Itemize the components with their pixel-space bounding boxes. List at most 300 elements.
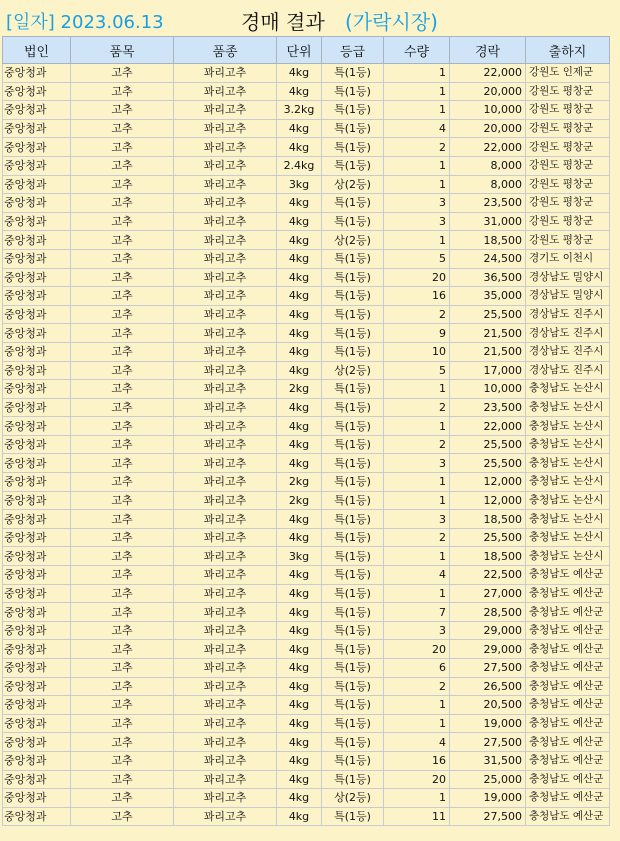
cell-item[interactable]: 고추 <box>71 194 174 213</box>
cell-origin[interactable]: 강원도 평창군 <box>526 231 610 250</box>
cell-unit[interactable]: 4kg <box>277 789 322 808</box>
cell-corporation[interactable]: 중앙청과 <box>3 807 71 826</box>
cell-item[interactable]: 고추 <box>71 64 174 83</box>
cell-price[interactable]: 8,000 <box>450 156 526 175</box>
cell-variety[interactable]: 꽈리고추 <box>174 435 277 454</box>
cell-grade[interactable]: 특(1등) <box>322 473 384 492</box>
cell-price[interactable]: 26,500 <box>450 677 526 696</box>
cell-origin[interactable]: 강원도 평창군 <box>526 119 610 138</box>
cell-item[interactable]: 고추 <box>71 807 174 826</box>
cell-grade[interactable]: 특(1등) <box>322 64 384 83</box>
cell-corporation[interactable]: 중앙청과 <box>3 231 71 250</box>
cell-item[interactable]: 고추 <box>71 342 174 361</box>
cell-variety[interactable]: 꽈리고추 <box>174 231 277 250</box>
cell-quantity[interactable]: 4 <box>384 119 450 138</box>
cell-corporation[interactable]: 중앙청과 <box>3 342 71 361</box>
cell-quantity[interactable]: 20 <box>384 770 450 789</box>
cell-variety[interactable]: 꽈리고추 <box>174 566 277 585</box>
cell-corporation[interactable]: 중앙청과 <box>3 380 71 399</box>
cell-unit[interactable]: 2kg <box>277 473 322 492</box>
cell-quantity[interactable]: 1 <box>384 175 450 194</box>
cell-unit[interactable]: 4kg <box>277 566 322 585</box>
cell-corporation[interactable]: 중앙청과 <box>3 733 71 752</box>
cell-price[interactable]: 20,000 <box>450 82 526 101</box>
cell-unit[interactable]: 4kg <box>277 138 322 157</box>
cell-quantity[interactable]: 4 <box>384 733 450 752</box>
cell-origin[interactable]: 충청남도 논산시 <box>526 473 610 492</box>
cell-unit[interactable]: 4kg <box>277 770 322 789</box>
cell-price[interactable]: 27,000 <box>450 584 526 603</box>
cell-unit[interactable]: 4kg <box>277 268 322 287</box>
cell-item[interactable]: 고추 <box>71 751 174 770</box>
cell-unit[interactable]: 4kg <box>277 714 322 733</box>
cell-price[interactable]: 22,000 <box>450 138 526 157</box>
cell-quantity[interactable]: 1 <box>384 473 450 492</box>
cell-item[interactable]: 고추 <box>71 175 174 194</box>
cell-origin[interactable]: 경기도 이천시 <box>526 249 610 268</box>
cell-grade[interactable]: 특(1등) <box>322 807 384 826</box>
cell-variety[interactable]: 꽈리고추 <box>174 714 277 733</box>
cell-origin[interactable]: 충청남도 예산군 <box>526 789 610 808</box>
cell-variety[interactable]: 꽈리고추 <box>174 175 277 194</box>
col-header-price[interactable]: 경락 <box>450 37 526 64</box>
cell-origin[interactable]: 강원도 평창군 <box>526 175 610 194</box>
cell-origin[interactable]: 경상남도 진주시 <box>526 305 610 324</box>
col-header-quantity[interactable]: 수량 <box>384 37 450 64</box>
cell-quantity[interactable]: 7 <box>384 603 450 622</box>
cell-variety[interactable]: 꽈리고추 <box>174 324 277 343</box>
cell-grade[interactable]: 상(2등) <box>322 361 384 380</box>
cell-variety[interactable]: 꽈리고추 <box>174 807 277 826</box>
cell-unit[interactable]: 4kg <box>277 677 322 696</box>
cell-grade[interactable]: 특(1등) <box>322 119 384 138</box>
cell-grade[interactable]: 특(1등) <box>322 101 384 120</box>
cell-grade[interactable]: 상(2등) <box>322 175 384 194</box>
cell-item[interactable]: 고추 <box>71 473 174 492</box>
cell-price[interactable]: 22,000 <box>450 417 526 436</box>
cell-item[interactable]: 고추 <box>71 212 174 231</box>
col-header-corporation[interactable]: 법인 <box>3 37 71 64</box>
cell-item[interactable]: 고추 <box>71 770 174 789</box>
cell-quantity[interactable]: 5 <box>384 361 450 380</box>
cell-variety[interactable]: 꽈리고추 <box>174 287 277 306</box>
cell-corporation[interactable]: 중앙청과 <box>3 175 71 194</box>
cell-corporation[interactable]: 중앙청과 <box>3 138 71 157</box>
cell-corporation[interactable]: 중앙청과 <box>3 528 71 547</box>
cell-variety[interactable]: 꽈리고추 <box>174 510 277 529</box>
cell-unit[interactable]: 4kg <box>277 659 322 678</box>
cell-item[interactable]: 고추 <box>71 380 174 399</box>
cell-corporation[interactable]: 중앙청과 <box>3 156 71 175</box>
col-header-unit[interactable]: 단위 <box>277 37 322 64</box>
cell-item[interactable]: 고추 <box>71 361 174 380</box>
cell-grade[interactable]: 특(1등) <box>322 156 384 175</box>
cell-grade[interactable]: 특(1등) <box>322 659 384 678</box>
cell-origin[interactable]: 충청남도 예산군 <box>526 677 610 696</box>
col-header-variety[interactable]: 품종 <box>174 37 277 64</box>
cell-price[interactable]: 35,000 <box>450 287 526 306</box>
cell-grade[interactable]: 특(1등) <box>322 305 384 324</box>
cell-quantity[interactable]: 1 <box>384 380 450 399</box>
cell-quantity[interactable]: 2 <box>384 138 450 157</box>
cell-variety[interactable]: 꽈리고추 <box>174 789 277 808</box>
cell-grade[interactable]: 특(1등) <box>322 714 384 733</box>
cell-quantity[interactable]: 1 <box>384 82 450 101</box>
cell-unit[interactable]: 4kg <box>277 398 322 417</box>
cell-quantity[interactable]: 3 <box>384 510 450 529</box>
cell-item[interactable]: 고추 <box>71 528 174 547</box>
cell-unit[interactable]: 4kg <box>277 696 322 715</box>
cell-grade[interactable]: 특(1등) <box>322 138 384 157</box>
cell-item[interactable]: 고추 <box>71 454 174 473</box>
cell-unit[interactable]: 4kg <box>277 119 322 138</box>
cell-corporation[interactable]: 중앙청과 <box>3 398 71 417</box>
cell-item[interactable]: 고추 <box>71 621 174 640</box>
cell-origin[interactable]: 경상남도 진주시 <box>526 342 610 361</box>
cell-price[interactable]: 20,500 <box>450 696 526 715</box>
cell-variety[interactable]: 꽈리고추 <box>174 621 277 640</box>
cell-corporation[interactable]: 중앙청과 <box>3 789 71 808</box>
cell-origin[interactable]: 강원도 평창군 <box>526 194 610 213</box>
cell-unit[interactable]: 4kg <box>277 528 322 547</box>
cell-item[interactable]: 고추 <box>71 268 174 287</box>
cell-grade[interactable]: 특(1등) <box>322 435 384 454</box>
cell-grade[interactable]: 특(1등) <box>322 770 384 789</box>
cell-unit[interactable]: 2kg <box>277 491 322 510</box>
cell-quantity[interactable]: 1 <box>384 491 450 510</box>
cell-price[interactable]: 19,000 <box>450 789 526 808</box>
cell-corporation[interactable]: 중앙청과 <box>3 361 71 380</box>
cell-price[interactable]: 25,500 <box>450 454 526 473</box>
cell-price[interactable]: 31,000 <box>450 212 526 231</box>
cell-grade[interactable]: 상(2등) <box>322 789 384 808</box>
cell-price[interactable]: 20,000 <box>450 119 526 138</box>
cell-price[interactable]: 25,500 <box>450 435 526 454</box>
cell-unit[interactable]: 4kg <box>277 621 322 640</box>
cell-origin[interactable]: 경상남도 밀양시 <box>526 268 610 287</box>
cell-item[interactable]: 고추 <box>71 491 174 510</box>
cell-quantity[interactable]: 1 <box>384 584 450 603</box>
cell-price[interactable]: 36,500 <box>450 268 526 287</box>
cell-corporation[interactable]: 중앙청과 <box>3 101 71 120</box>
cell-grade[interactable]: 특(1등) <box>322 417 384 436</box>
cell-unit[interactable]: 4kg <box>277 584 322 603</box>
cell-origin[interactable]: 경상남도 진주시 <box>526 361 610 380</box>
cell-origin[interactable]: 경상남도 진주시 <box>526 324 610 343</box>
cell-unit[interactable]: 4kg <box>277 603 322 622</box>
cell-price[interactable]: 27,500 <box>450 733 526 752</box>
cell-price[interactable]: 31,500 <box>450 751 526 770</box>
cell-quantity[interactable]: 2 <box>384 398 450 417</box>
cell-corporation[interactable]: 중앙청과 <box>3 435 71 454</box>
cell-variety[interactable]: 꽈리고추 <box>174 101 277 120</box>
cell-corporation[interactable]: 중앙청과 <box>3 677 71 696</box>
cell-grade[interactable]: 특(1등) <box>322 640 384 659</box>
cell-corporation[interactable]: 중앙청과 <box>3 621 71 640</box>
cell-origin[interactable]: 충청남도 논산시 <box>526 417 610 436</box>
cell-origin[interactable]: 충청남도 논산시 <box>526 380 610 399</box>
cell-quantity[interactable]: 3 <box>384 621 450 640</box>
cell-grade[interactable]: 특(1등) <box>322 621 384 640</box>
cell-origin[interactable]: 경상남도 밀양시 <box>526 287 610 306</box>
cell-variety[interactable]: 꽈리고추 <box>174 547 277 566</box>
cell-quantity[interactable]: 5 <box>384 249 450 268</box>
cell-quantity[interactable]: 1 <box>384 64 450 83</box>
cell-unit[interactable]: 4kg <box>277 82 322 101</box>
cell-item[interactable]: 고추 <box>71 547 174 566</box>
cell-variety[interactable]: 꽈리고추 <box>174 659 277 678</box>
cell-quantity[interactable]: 1 <box>384 101 450 120</box>
cell-variety[interactable]: 꽈리고추 <box>174 770 277 789</box>
cell-corporation[interactable]: 중앙청과 <box>3 566 71 585</box>
cell-origin[interactable]: 충청남도 예산군 <box>526 770 610 789</box>
cell-grade[interactable]: 특(1등) <box>322 324 384 343</box>
cell-item[interactable]: 고추 <box>71 398 174 417</box>
cell-item[interactable]: 고추 <box>71 305 174 324</box>
cell-price[interactable]: 29,000 <box>450 640 526 659</box>
cell-corporation[interactable]: 중앙청과 <box>3 82 71 101</box>
cell-unit[interactable]: 4kg <box>277 287 322 306</box>
cell-grade[interactable]: 특(1등) <box>322 547 384 566</box>
cell-variety[interactable]: 꽈리고추 <box>174 380 277 399</box>
cell-item[interactable]: 고추 <box>71 231 174 250</box>
cell-variety[interactable]: 꽈리고추 <box>174 82 277 101</box>
cell-price[interactable]: 18,500 <box>450 231 526 250</box>
cell-variety[interactable]: 꽈리고추 <box>174 268 277 287</box>
cell-price[interactable]: 27,500 <box>450 659 526 678</box>
cell-unit[interactable]: 4kg <box>277 510 322 529</box>
cell-quantity[interactable]: 9 <box>384 324 450 343</box>
cell-unit[interactable]: 4kg <box>277 454 322 473</box>
cell-unit[interactable]: 4kg <box>277 640 322 659</box>
cell-variety[interactable]: 꽈리고추 <box>174 751 277 770</box>
cell-unit[interactable]: 4kg <box>277 249 322 268</box>
cell-quantity[interactable]: 2 <box>384 528 450 547</box>
cell-item[interactable]: 고추 <box>71 119 174 138</box>
cell-origin[interactable]: 강원도 인제군 <box>526 64 610 83</box>
cell-variety[interactable]: 꽈리고추 <box>174 194 277 213</box>
cell-price[interactable]: 12,000 <box>450 491 526 510</box>
cell-origin[interactable]: 충청남도 논산시 <box>526 510 610 529</box>
cell-unit[interactable]: 4kg <box>277 751 322 770</box>
cell-origin[interactable]: 충청남도 예산군 <box>526 714 610 733</box>
cell-unit[interactable]: 2.4kg <box>277 156 322 175</box>
cell-origin[interactable]: 충청남도 예산군 <box>526 807 610 826</box>
cell-corporation[interactable]: 중앙청과 <box>3 268 71 287</box>
cell-origin[interactable]: 강원도 평창군 <box>526 82 610 101</box>
cell-variety[interactable]: 꽈리고추 <box>174 417 277 436</box>
cell-variety[interactable]: 꽈리고추 <box>174 603 277 622</box>
cell-grade[interactable]: 특(1등) <box>322 212 384 231</box>
cell-unit[interactable]: 4kg <box>277 807 322 826</box>
cell-variety[interactable]: 꽈리고추 <box>174 398 277 417</box>
cell-price[interactable]: 21,500 <box>450 342 526 361</box>
cell-item[interactable]: 고추 <box>71 435 174 454</box>
cell-item[interactable]: 고추 <box>71 566 174 585</box>
cell-origin[interactable]: 충청남도 예산군 <box>526 640 610 659</box>
cell-unit[interactable]: 4kg <box>277 231 322 250</box>
cell-origin[interactable]: 충청남도 논산시 <box>526 454 610 473</box>
cell-price[interactable]: 25,000 <box>450 770 526 789</box>
cell-item[interactable]: 고추 <box>71 287 174 306</box>
cell-price[interactable]: 25,500 <box>450 528 526 547</box>
cell-item[interactable]: 고추 <box>71 101 174 120</box>
cell-corporation[interactable]: 중앙청과 <box>3 287 71 306</box>
cell-price[interactable]: 29,000 <box>450 621 526 640</box>
cell-corporation[interactable]: 중앙청과 <box>3 659 71 678</box>
cell-item[interactable]: 고추 <box>71 82 174 101</box>
cell-quantity[interactable]: 1 <box>384 696 450 715</box>
cell-corporation[interactable]: 중앙청과 <box>3 696 71 715</box>
cell-variety[interactable]: 꽈리고추 <box>174 361 277 380</box>
cell-unit[interactable]: 4kg <box>277 324 322 343</box>
cell-item[interactable]: 고추 <box>71 324 174 343</box>
cell-corporation[interactable]: 중앙청과 <box>3 305 71 324</box>
cell-origin[interactable]: 충청남도 논산시 <box>526 491 610 510</box>
cell-unit[interactable]: 3kg <box>277 547 322 566</box>
cell-variety[interactable]: 꽈리고추 <box>174 119 277 138</box>
cell-variety[interactable]: 꽈리고추 <box>174 733 277 752</box>
cell-price[interactable]: 22,500 <box>450 566 526 585</box>
cell-item[interactable]: 고추 <box>71 659 174 678</box>
cell-corporation[interactable]: 중앙청과 <box>3 473 71 492</box>
cell-corporation[interactable]: 중앙청과 <box>3 417 71 436</box>
cell-origin[interactable]: 강원도 평창군 <box>526 138 610 157</box>
cell-variety[interactable]: 꽈리고추 <box>174 249 277 268</box>
cell-quantity[interactable]: 1 <box>384 547 450 566</box>
cell-quantity[interactable]: 1 <box>384 789 450 808</box>
cell-origin[interactable]: 충청남도 예산군 <box>526 696 610 715</box>
cell-grade[interactable]: 특(1등) <box>322 287 384 306</box>
cell-origin[interactable]: 충청남도 예산군 <box>526 566 610 585</box>
cell-grade[interactable]: 특(1등) <box>322 380 384 399</box>
cell-price[interactable]: 10,000 <box>450 101 526 120</box>
cell-quantity[interactable]: 2 <box>384 677 450 696</box>
cell-variety[interactable]: 꽈리고추 <box>174 584 277 603</box>
cell-corporation[interactable]: 중앙청과 <box>3 324 71 343</box>
cell-variety[interactable]: 꽈리고추 <box>174 491 277 510</box>
cell-variety[interactable]: 꽈리고추 <box>174 454 277 473</box>
cell-origin[interactable]: 충청남도 논산시 <box>526 398 610 417</box>
cell-grade[interactable]: 특(1등) <box>322 584 384 603</box>
cell-grade[interactable]: 특(1등) <box>322 398 384 417</box>
cell-unit[interactable]: 4kg <box>277 342 322 361</box>
cell-item[interactable]: 고추 <box>71 249 174 268</box>
cell-corporation[interactable]: 중앙청과 <box>3 714 71 733</box>
cell-grade[interactable]: 특(1등) <box>322 510 384 529</box>
cell-corporation[interactable]: 중앙청과 <box>3 119 71 138</box>
cell-grade[interactable]: 상(2등) <box>322 231 384 250</box>
cell-unit[interactable]: 4kg <box>277 417 322 436</box>
cell-item[interactable]: 고추 <box>71 417 174 436</box>
cell-grade[interactable]: 특(1등) <box>322 249 384 268</box>
cell-origin[interactable]: 충청남도 예산군 <box>526 751 610 770</box>
cell-quantity[interactable]: 2 <box>384 435 450 454</box>
cell-corporation[interactable]: 중앙청과 <box>3 603 71 622</box>
cell-corporation[interactable]: 중앙청과 <box>3 64 71 83</box>
cell-grade[interactable]: 특(1등) <box>322 454 384 473</box>
cell-quantity[interactable]: 6 <box>384 659 450 678</box>
cell-quantity[interactable]: 20 <box>384 268 450 287</box>
cell-corporation[interactable]: 중앙청과 <box>3 584 71 603</box>
cell-quantity[interactable]: 3 <box>384 212 450 231</box>
cell-corporation[interactable]: 중앙청과 <box>3 454 71 473</box>
cell-variety[interactable]: 꽈리고추 <box>174 156 277 175</box>
cell-origin[interactable]: 충청남도 예산군 <box>526 603 610 622</box>
cell-item[interactable]: 고추 <box>71 510 174 529</box>
cell-unit[interactable]: 3kg <box>277 175 322 194</box>
cell-corporation[interactable]: 중앙청과 <box>3 491 71 510</box>
cell-item[interactable]: 고추 <box>71 696 174 715</box>
cell-quantity[interactable]: 1 <box>384 231 450 250</box>
cell-variety[interactable]: 꽈리고추 <box>174 677 277 696</box>
cell-corporation[interactable]: 중앙청과 <box>3 547 71 566</box>
cell-quantity[interactable]: 1 <box>384 156 450 175</box>
cell-quantity[interactable]: 1 <box>384 714 450 733</box>
cell-variety[interactable]: 꽈리고추 <box>174 696 277 715</box>
cell-grade[interactable]: 특(1등) <box>322 566 384 585</box>
cell-variety[interactable]: 꽈리고추 <box>174 342 277 361</box>
cell-quantity[interactable]: 3 <box>384 194 450 213</box>
col-header-origin[interactable]: 출하지 <box>526 37 610 64</box>
cell-variety[interactable]: 꽈리고추 <box>174 305 277 324</box>
cell-variety[interactable]: 꽈리고추 <box>174 473 277 492</box>
cell-item[interactable]: 고추 <box>71 156 174 175</box>
cell-item[interactable]: 고추 <box>71 714 174 733</box>
cell-quantity[interactable]: 3 <box>384 454 450 473</box>
cell-grade[interactable]: 특(1등) <box>322 751 384 770</box>
cell-item[interactable]: 고추 <box>71 603 174 622</box>
cell-quantity[interactable]: 16 <box>384 287 450 306</box>
cell-price[interactable]: 12,000 <box>450 473 526 492</box>
cell-grade[interactable]: 특(1등) <box>322 268 384 287</box>
cell-origin[interactable]: 강원도 평창군 <box>526 101 610 120</box>
cell-unit[interactable]: 4kg <box>277 194 322 213</box>
cell-price[interactable]: 23,500 <box>450 398 526 417</box>
cell-corporation[interactable]: 중앙청과 <box>3 770 71 789</box>
cell-unit[interactable]: 4kg <box>277 212 322 231</box>
cell-variety[interactable]: 꽈리고추 <box>174 528 277 547</box>
cell-grade[interactable]: 특(1등) <box>322 603 384 622</box>
cell-price[interactable]: 17,000 <box>450 361 526 380</box>
cell-quantity[interactable]: 4 <box>384 566 450 585</box>
cell-grade[interactable]: 특(1등) <box>322 528 384 547</box>
cell-unit[interactable]: 4kg <box>277 361 322 380</box>
cell-item[interactable]: 고추 <box>71 733 174 752</box>
cell-origin[interactable]: 충청남도 예산군 <box>526 659 610 678</box>
cell-unit[interactable]: 3.2kg <box>277 101 322 120</box>
cell-quantity[interactable]: 10 <box>384 342 450 361</box>
cell-price[interactable]: 28,500 <box>450 603 526 622</box>
cell-corporation[interactable]: 중앙청과 <box>3 640 71 659</box>
col-header-grade[interactable]: 등급 <box>322 37 384 64</box>
cell-price[interactable]: 23,500 <box>450 194 526 213</box>
cell-unit[interactable]: 4kg <box>277 305 322 324</box>
cell-origin[interactable]: 충청남도 논산시 <box>526 547 610 566</box>
cell-variety[interactable]: 꽈리고추 <box>174 640 277 659</box>
cell-grade[interactable]: 특(1등) <box>322 733 384 752</box>
cell-origin[interactable]: 강원도 평창군 <box>526 212 610 231</box>
cell-item[interactable]: 고추 <box>71 677 174 696</box>
cell-corporation[interactable]: 중앙청과 <box>3 751 71 770</box>
cell-quantity[interactable]: 16 <box>384 751 450 770</box>
cell-unit[interactable]: 4kg <box>277 435 322 454</box>
cell-grade[interactable]: 특(1등) <box>322 194 384 213</box>
cell-unit[interactable]: 2kg <box>277 380 322 399</box>
cell-price[interactable]: 10,000 <box>450 380 526 399</box>
cell-price[interactable]: 27,500 <box>450 807 526 826</box>
cell-price[interactable]: 22,000 <box>450 64 526 83</box>
